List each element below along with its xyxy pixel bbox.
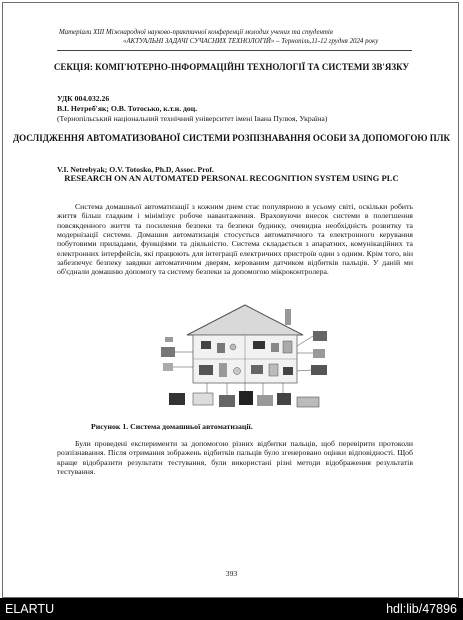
home-automation-figure [157,301,333,413]
authors-ua: В.І. Нетреб'як; О.В. Тотоcько, к.т.н. доц. [57,104,198,113]
title-en: RESEARCH ON AN AUTOMATED PERSONAL RECOGNITION SYSTEM USING PLC [64,173,399,183]
page-frame [2,2,459,598]
title-ua: ДОСЛІДЖЕННЯ АВТОМАТИЗОВАНОЇ СИСТЕМИ РОЗПІЗНАВАННЯ ОСОБИ ЗА ДОПОМОГОЮ ПЛК [12,133,451,143]
running-header-line2: «АКТУАЛЬНІ ЗАДАЧІ СУЧАСНИХ ТЕХНОЛОГІЙ» – Тернопіль,11-12 грудня 2024 року [123,38,379,45]
header-rule [57,50,412,51]
affiliation: (Тернопільський національний технічний університет імені Івана Пулюя, Україна) [57,114,328,123]
document-page [9,7,454,597]
footer-bar [0,598,463,620]
section-title: СЕКЦІЯ: КОМП'ЮТЕРНО-ІНФОРМАЦІЙНІ ТЕХНОЛОГІЇ ТА СИСТЕМИ ЗВ'ЯЗКУ [53,62,410,72]
paragraph-intro: Система домашньої автоматизації з кожним днем стає популярною в усьому світі, оскільки робить життя більш гладким і мінімізує робоче навантаження. Враховуючи внесок системи в полегшення повсякденного життя та посилення безпеки та безпеки будинку, очевидна необхідність розвитку та модернізації системи. Домашня автоматизація стосується автоматичного та електронного керування побутовими приладами, функціями та діяльністю. Система складається з апаратних, комунікаційних та електронних інтерфейсів, які працюють для інтеграції електричних пристроїв один з одним. Крім того, він забезпечує безпеку завдяки автоматичним дверям, керованим датчиком відбитків пальців. У даній ми об'єднали домашню допомогу та систему безпеки за допомогою мікроконтролера. [57,202,413,277]
authors-en: V.I. Netrebyak; O.V. Totosko, Ph.D, Assoc. Prof. [57,165,214,174]
page-number: 393 [225,569,238,578]
footer-handle-link[interactable]: hdl:lib/47896 [386,602,457,616]
paragraph-experiments: Були проведені експерименти за допомогою різних відбитки пальців, щоб перевірити протоколи розпізнавання. Після отримання зображень відбитків пальців було згенеровано оцінки відповідності. Щоб краще відобразити результати тестування, були використані різні методи відображення результатів тестування. [57,439,413,477]
udk-code: УДК 004.032.26 [57,94,110,103]
figure-caption: Рисунок 1. Система домашньої автоматизації. [91,422,253,431]
running-header-line1: Матеріали XIII Міжнародної науково-практичної конференції молодих учених та студентів [59,29,333,36]
footer-repository-label: ELARTU [5,602,55,616]
